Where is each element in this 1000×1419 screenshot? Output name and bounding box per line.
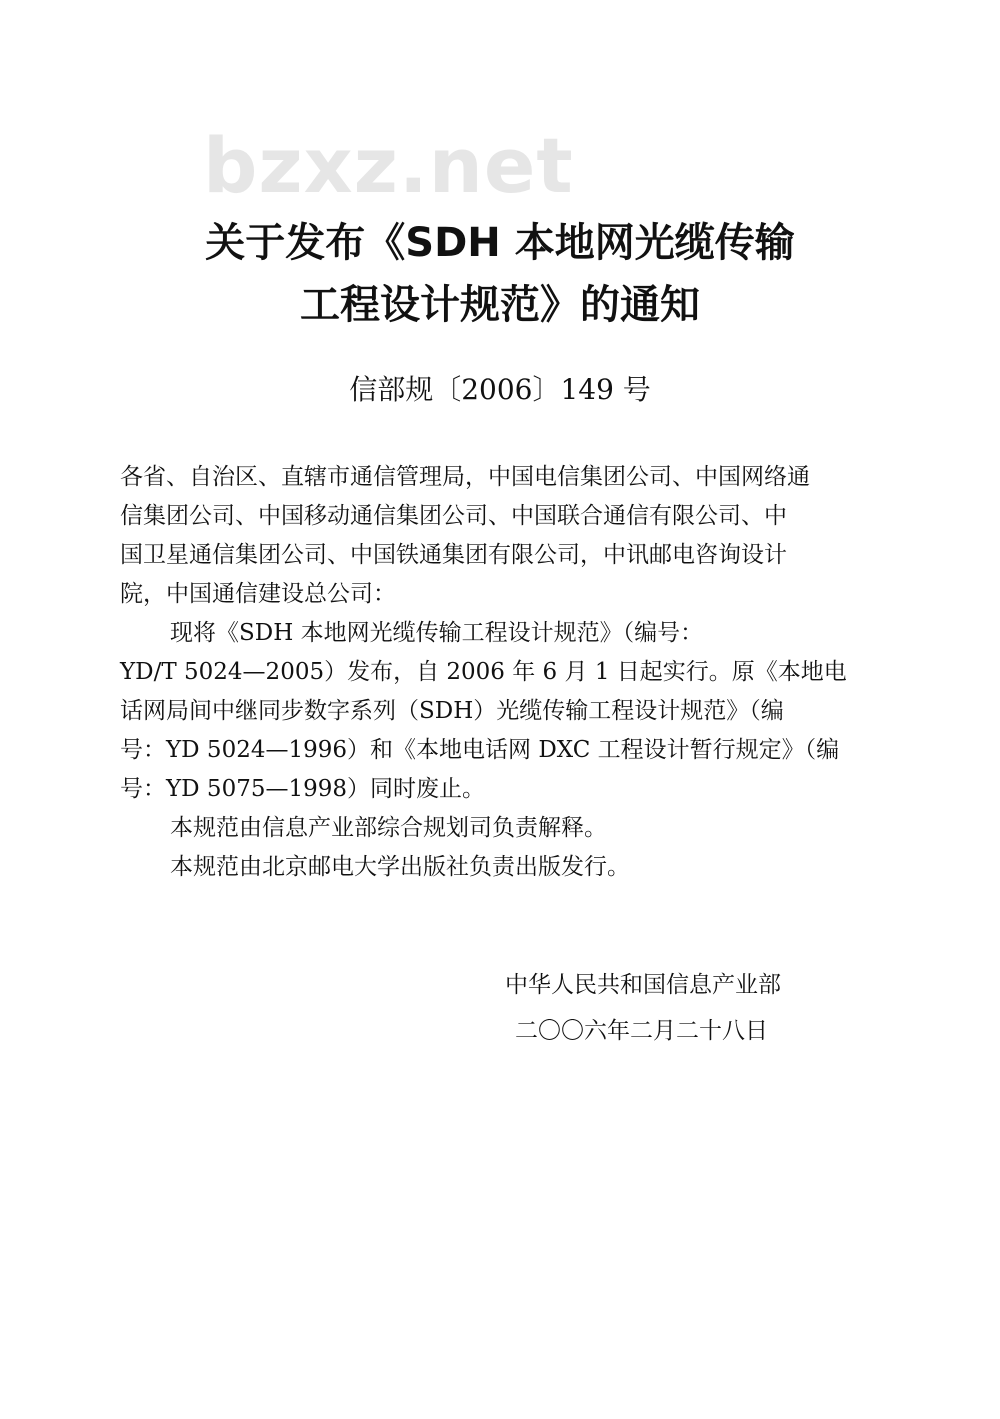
issuer-name: 中华人民共和国信息产业部 [505, 972, 781, 998]
watermark-text: bzxz.net [203, 121, 574, 210]
issue-date: 二〇〇六年二月二十八日 [515, 1018, 768, 1044]
addressee-block [120, 458, 870, 614]
paragraph-line: 现将《SDH 本地网光缆传输工程设计规范》（编号： [170, 620, 704, 646]
paragraph-line: 号：YD 5024—1996）和《本地电话网 DXC 工程设计暂行规定》（编 [120, 737, 840, 763]
notice-body [120, 458, 870, 887]
addressee-line: 国卫星通信集团公司、中国铁通集团有限公司，中讯邮电咨询设计 [120, 542, 787, 568]
paragraph-release [120, 614, 870, 809]
paragraph-interpretation: 本规范由信息产业部综合规划司负责解释。 [170, 815, 607, 841]
document-number: 信部规〔2006〕149 号 [349, 373, 651, 406]
signature-block [505, 962, 781, 1054]
title-line-2: 工程设计规范》的通知 [300, 282, 700, 328]
addressee-line: 院，中国通信建设总公司： [120, 581, 396, 607]
addressee-line: 各省、自治区、直辖市通信管理局，中国电信集团公司、中国网络通 [120, 464, 810, 490]
paragraph-line: 话网局间中继同步数字系列（SDH）光缆传输工程设计规范》（编 [120, 698, 784, 724]
title-line-1: 关于发布《SDH 本地网光缆传输 [205, 220, 795, 266]
addressee-line: 信集团公司、中国移动通信集团公司、中国联合通信有限公司、中 [120, 503, 787, 529]
notice-title [0, 212, 1000, 336]
paragraph-line: 号：YD 5075—1998）同时废止。 [120, 776, 486, 802]
paragraph-publication: 本规范由北京邮电大学出版社负责出版发行。 [170, 854, 630, 880]
paragraph-line: YD/T 5024—2005）发布，自 2006 年 6 月 1 日起实行。原《本地电 [120, 659, 847, 685]
